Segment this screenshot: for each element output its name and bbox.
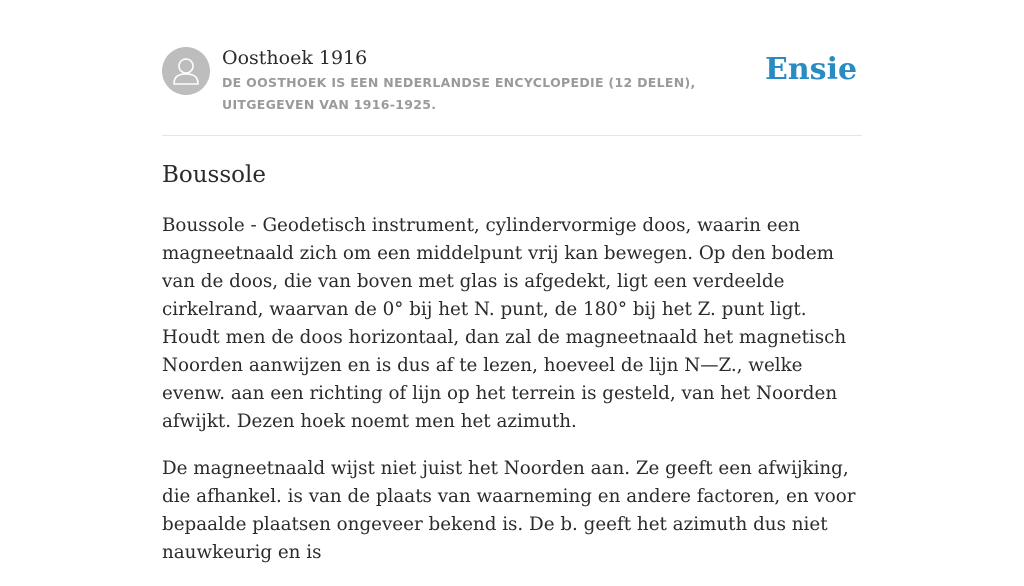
article-paragraph: Boussole - Geodetisch instrument, cylindervormige doos, waarin een magneetnaald zich om een middelpunt vrij kan bewegen. Op den bodem van de doos, die van boven met glas is afgedekt, ligt een verdeelde cirkelrand, waarvan de 0° bij het N. punt, de 180° bij het Z. punt ligt. Houdt men de doos horizontaal, dan zal de magneetnaald het magnetisch Noorden aanwijzen en is dus af te lezen, hoeveel de lijn N—Z., welke evenw. aan een richting of lijn op het terrein is gesteld, van het Noorden afwijkt. Dezen hoek noemt men het azimuth. [162, 215, 847, 432]
article-title: Boussole [162, 162, 266, 188]
source-title[interactable]: Oosthoek 1916 [222, 47, 368, 69]
source-header [162, 44, 862, 136]
article-body [162, 212, 862, 586]
header-divider [162, 135, 862, 136]
user-icon [162, 47, 210, 95]
article-paragraph: De magneetnaald wijst niet juist het Noorden aan. Ze geeft een afwijking, die afhankel. is van de plaats van waarneming en andere factoren, en voor bepaalde plaatsen ongeveer bekend is. De b. geeft het azimuth dus niet nauwkeurig en is [162, 458, 856, 563]
source-description: DE OOSTHOEK IS EEN NEDERLANDSE ENCYCLOPEDIE (12 DELEN), UITGEGEVEN VAN 1916-1925. [222, 75, 696, 112]
avatar[interactable] [162, 47, 210, 95]
ensie-logo[interactable]: Ensie [765, 52, 858, 87]
